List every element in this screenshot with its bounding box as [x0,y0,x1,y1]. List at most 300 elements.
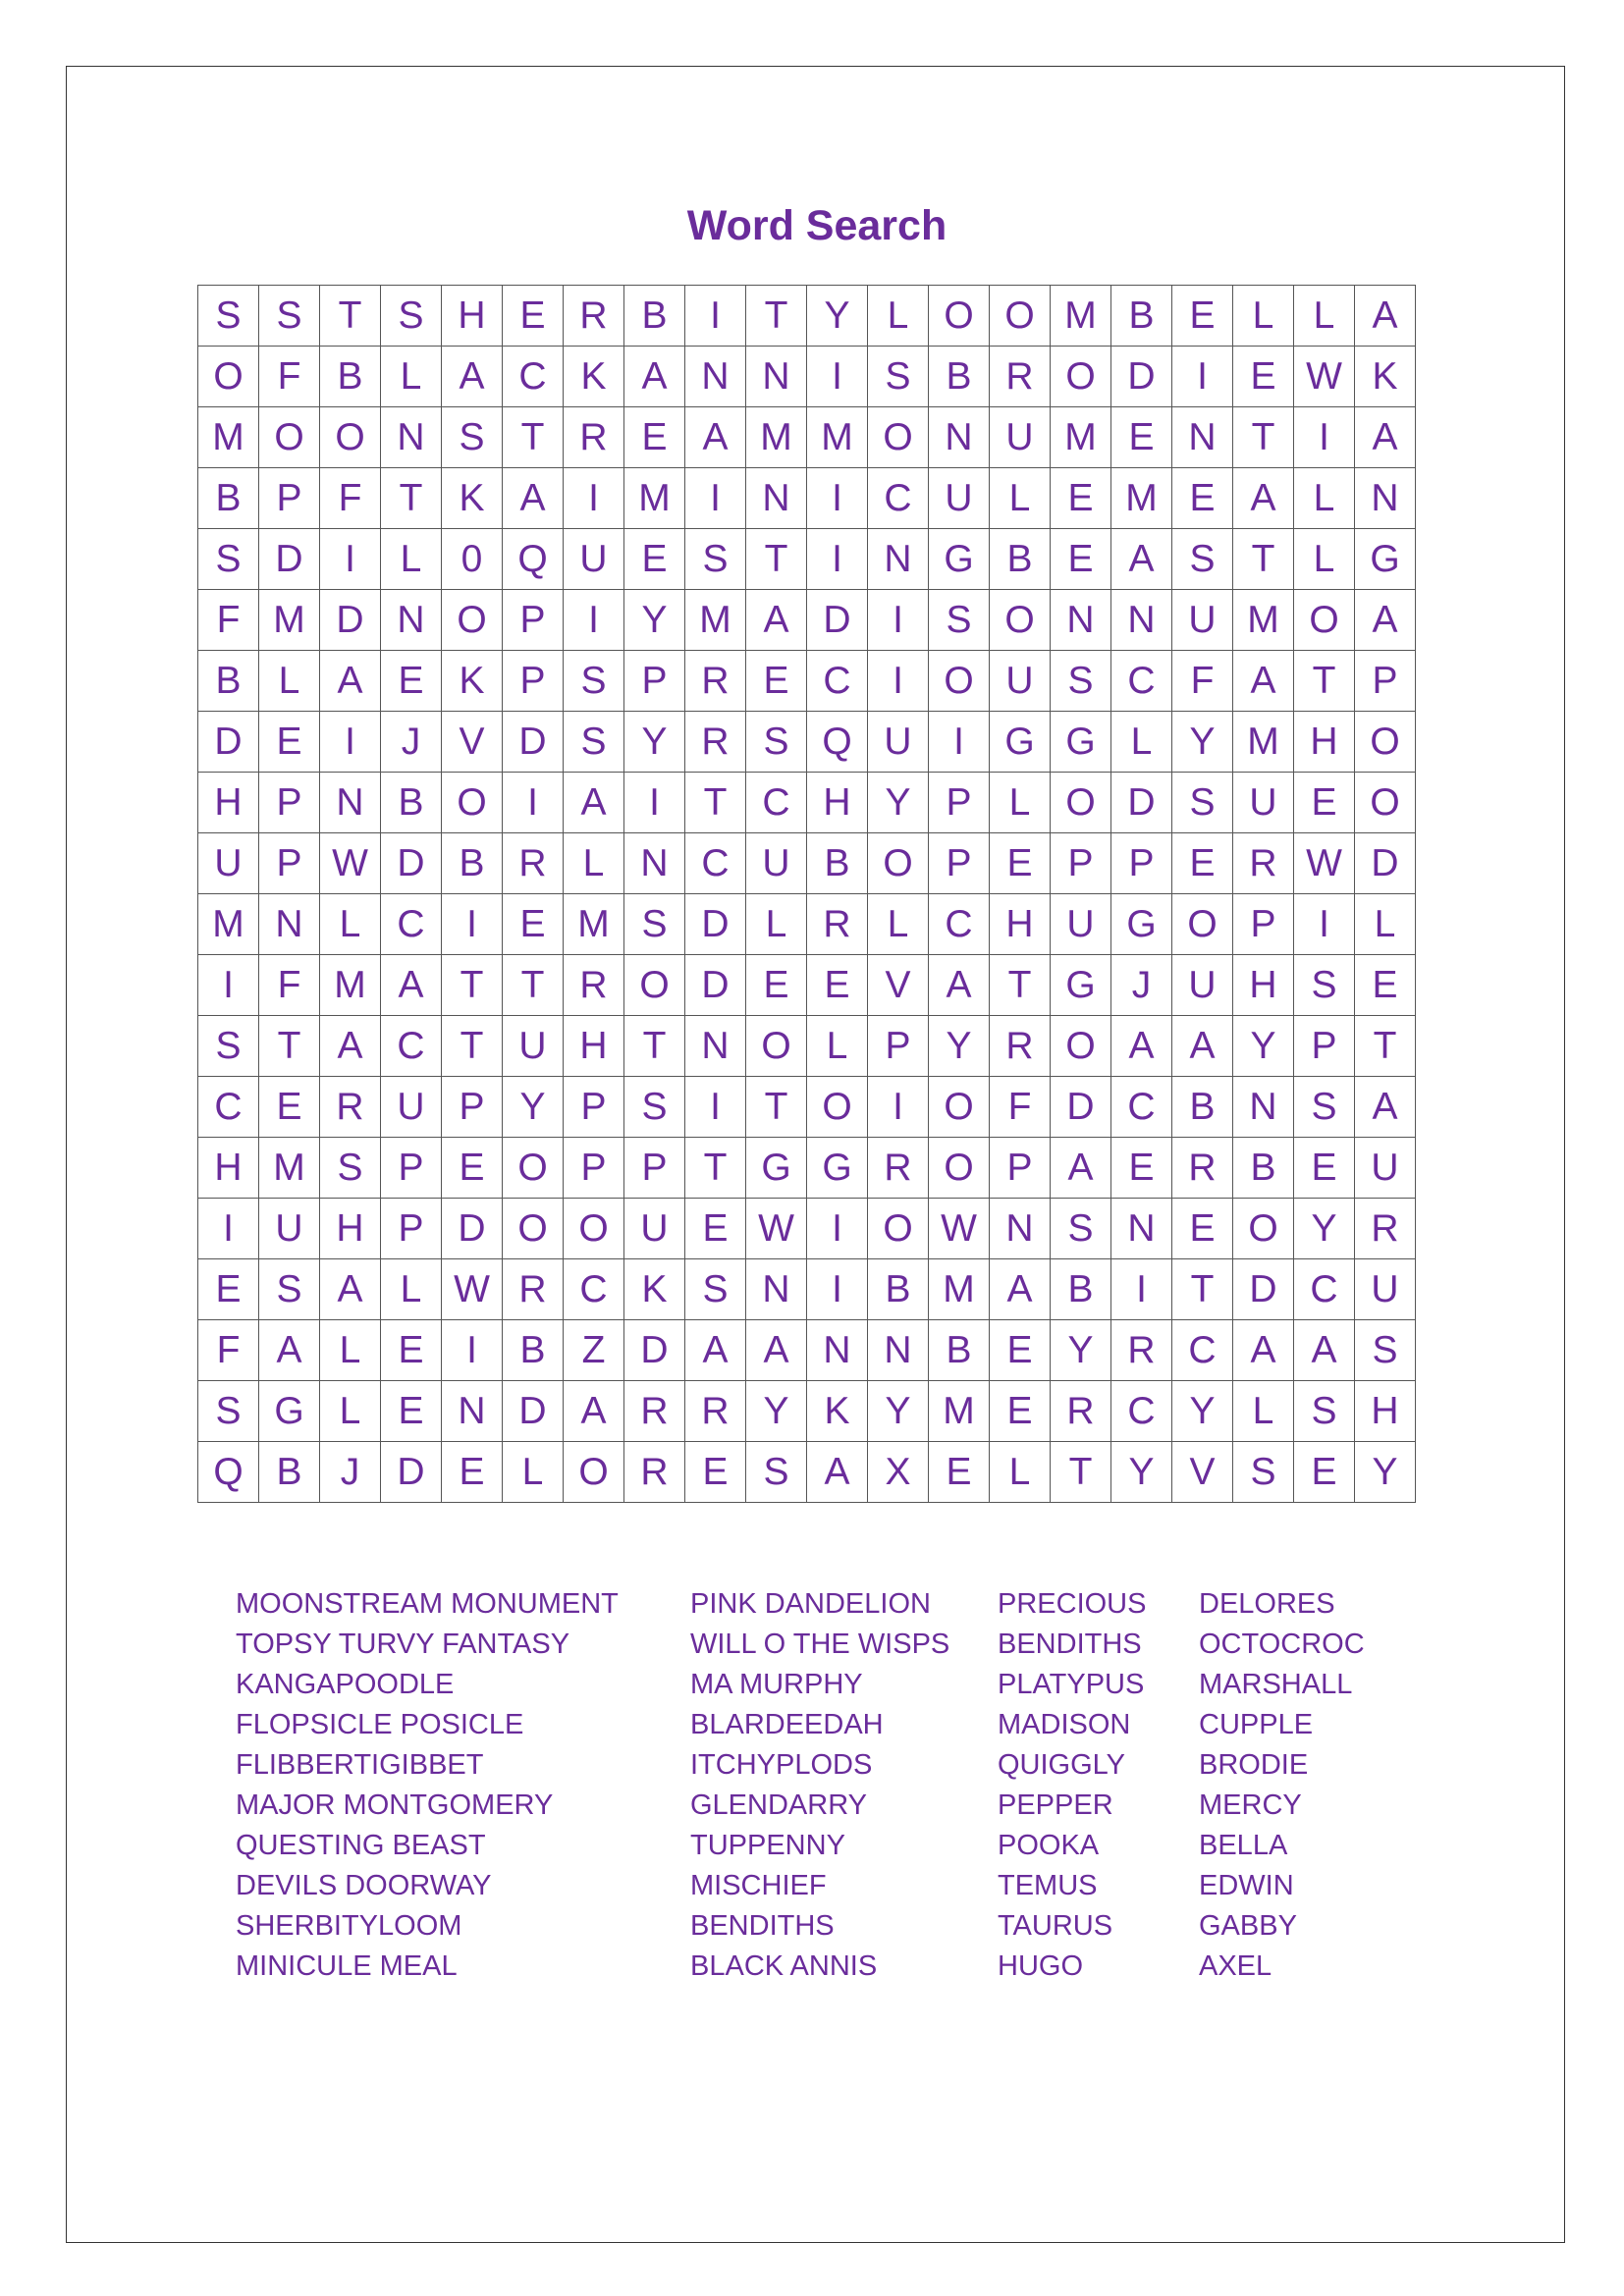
grid-cell: O [807,1077,868,1138]
grid-cell: E [1355,955,1416,1016]
word-list-item: TEMUS [998,1870,1098,1901]
grid-cell: P [259,773,320,833]
grid-cell: X [868,1442,929,1503]
grid-cell: A [1355,590,1416,651]
grid-cell: N [868,529,929,590]
grid-cell: A [990,1259,1051,1320]
grid-cell: S [259,286,320,347]
grid-cell: I [685,1077,746,1138]
grid-cell: U [198,833,259,894]
word-list-item: MADISON [998,1709,1131,1740]
grid-cell: U [381,1077,442,1138]
grid-cell: M [198,894,259,955]
grid-cell: L [1294,468,1355,529]
grid-cell: S [198,1381,259,1442]
grid-row [198,773,1416,833]
grid-cell: C [685,833,746,894]
grid-cell: S [198,1016,259,1077]
grid-cell: E [442,1442,503,1503]
grid-cell: A [503,468,564,529]
grid-row [198,1016,1416,1077]
grid-cell: B [990,529,1051,590]
grid-cell: P [381,1199,442,1259]
grid-cell: T [1233,407,1294,468]
grid-cell: E [442,1138,503,1199]
grid-cell: I [1294,894,1355,955]
grid-cell: B [442,833,503,894]
grid-cell: C [1111,1077,1172,1138]
grid-cell: Y [868,773,929,833]
grid-cell: E [381,651,442,712]
grid-cell: B [624,286,685,347]
grid-cell: N [1051,590,1111,651]
grid-cell: N [929,407,990,468]
grid-cell: H [1294,712,1355,773]
word-list-item: BRODIE [1199,1749,1309,1781]
grid-cell: A [1111,529,1172,590]
grid-cell: C [198,1077,259,1138]
grid-cell: I [1294,407,1355,468]
grid-cell: Y [1172,712,1233,773]
grid-cell: K [1355,347,1416,407]
grid-cell: O [1233,1199,1294,1259]
grid-cell: T [624,1016,685,1077]
grid-cell: D [1111,347,1172,407]
grid-cell: P [381,1138,442,1199]
grid-cell: A [746,1320,807,1381]
word-list-item: MISCHIEF [690,1870,827,1901]
grid-cell: V [1172,1442,1233,1503]
grid-cell: H [198,773,259,833]
grid-cell: I [807,529,868,590]
grid-cell: P [1051,833,1111,894]
grid-cell: A [381,955,442,1016]
grid-cell: I [685,468,746,529]
grid-cell: R [624,1381,685,1442]
grid-cell: B [1051,1259,1111,1320]
grid-cell: G [1051,955,1111,1016]
grid-cell: I [320,712,381,773]
grid-cell: Y [1172,1381,1233,1442]
grid-cell: T [1051,1442,1111,1503]
grid-cell: P [990,1138,1051,1199]
grid-cell: A [746,590,807,651]
word-column-2 [690,1588,949,1991]
word-list-item: FLIBBERTIGIBBET [236,1749,484,1781]
grid-cell: N [685,1016,746,1077]
grid-cell: C [564,1259,624,1320]
grid-cell: E [1294,1442,1355,1503]
grid-cell: A [1355,1077,1416,1138]
grid-cell: T [503,955,564,1016]
grid-cell: N [1111,590,1172,651]
grid-cell: O [1172,894,1233,955]
grid-cell: U [1233,773,1294,833]
grid-cell: A [1233,468,1294,529]
grid-cell: T [746,1077,807,1138]
grid-cell: I [807,1199,868,1259]
grid-row [198,286,1416,347]
grid-cell: N [381,407,442,468]
grid-row [198,468,1416,529]
grid-cell: S [624,894,685,955]
grid-cell: C [381,894,442,955]
word-list-item: QUIGGLY [998,1749,1125,1781]
word-list-item: MOONSTREAM MONUMENT [236,1588,619,1620]
grid-cell: B [1172,1077,1233,1138]
grid-cell: P [929,773,990,833]
word-list-item: MERCY [1199,1789,1302,1821]
grid-cell: N [990,1199,1051,1259]
grid-cell: Y [624,712,685,773]
grid-cell: S [746,1442,807,1503]
grid-cell: 0 [442,529,503,590]
grid-cell: D [1111,773,1172,833]
word-list-item: DELORES [1199,1588,1335,1620]
grid-cell: N [1172,407,1233,468]
word-list-item: EDWIN [1199,1870,1294,1901]
grid-row [198,955,1416,1016]
grid-cell: S [320,1138,381,1199]
word-column-3 [998,1588,1146,1991]
grid-cell: P [259,468,320,529]
grid-cell: S [198,529,259,590]
grid-cell: E [503,894,564,955]
grid-row [198,529,1416,590]
grid-cell: W [442,1259,503,1320]
grid-cell: A [442,347,503,407]
grid-cell: A [564,1381,624,1442]
grid-cell: N [1111,1199,1172,1259]
grid-cell: L [868,894,929,955]
word-list-item: PRECIOUS [998,1588,1147,1620]
grid-cell: O [929,286,990,347]
grid-cell: F [259,955,320,1016]
grid-cell: L [503,1442,564,1503]
grid-cell: E [381,1381,442,1442]
grid-cell: M [624,468,685,529]
grid-cell: E [746,651,807,712]
grid-cell: G [990,712,1051,773]
grid-cell: B [1233,1138,1294,1199]
word-list-item: SHERBITYLOOM [236,1910,462,1942]
grid-cell: A [320,1016,381,1077]
grid-cell: P [259,833,320,894]
grid-cell: I [198,955,259,1016]
grid-cell: S [259,1259,320,1320]
grid-cell: E [1172,833,1233,894]
grid-cell: F [198,1320,259,1381]
grid-cell: U [990,407,1051,468]
grid-cell: B [1111,286,1172,347]
grid-cell: N [1355,468,1416,529]
grid-cell: G [929,529,990,590]
grid-cell: S [1051,651,1111,712]
word-list-item: PINK DANDELION [690,1588,931,1620]
grid-cell: Q [198,1442,259,1503]
grid-cell: R [868,1138,929,1199]
grid-cell: H [1233,955,1294,1016]
grid-cell: M [685,590,746,651]
grid-cell: E [1233,347,1294,407]
grid-cell: M [929,1259,990,1320]
grid-cell: N [746,468,807,529]
grid-cell: D [624,1320,685,1381]
grid-cell: S [1294,955,1355,1016]
grid-cell: N [746,347,807,407]
grid-cell: R [564,407,624,468]
grid-row [198,651,1416,712]
grid-cell: N [685,347,746,407]
grid-cell: O [1051,773,1111,833]
grid-cell: E [990,1381,1051,1442]
grid-cell: R [503,1259,564,1320]
grid-cell: P [1111,833,1172,894]
grid-cell: C [503,347,564,407]
grid-cell: E [685,1442,746,1503]
grid-row [198,1259,1416,1320]
grid-cell: M [1233,590,1294,651]
grid-cell: L [320,894,381,955]
grid-cell: D [1355,833,1416,894]
grid-cell: E [807,955,868,1016]
grid-cell: Y [807,286,868,347]
grid-cell: H [320,1199,381,1259]
word-list-item: FLOPSICLE POSICLE [236,1709,524,1740]
grid-cell: M [1051,407,1111,468]
grid-cell: N [259,894,320,955]
grid-cell: U [929,468,990,529]
grid-cell: L [868,286,929,347]
grid-cell: A [807,1442,868,1503]
grid-cell: R [1355,1199,1416,1259]
word-list-item: TOPSY TURVY FANTASY [236,1629,570,1660]
grid-cell: Y [746,1381,807,1442]
grid-cell: W [320,833,381,894]
grid-cell: S [685,1259,746,1320]
grid-cell: O [990,286,1051,347]
grid-cell: V [868,955,929,1016]
grid-cell: I [685,286,746,347]
grid-cell: I [807,1259,868,1320]
grid-cell: I [929,712,990,773]
grid-cell: T [259,1016,320,1077]
grid-cell: I [564,590,624,651]
grid-cell: A [564,773,624,833]
grid-cell: D [320,590,381,651]
page-title: Word Search [686,202,947,249]
grid-cell: F [320,468,381,529]
grid-cell: T [1233,529,1294,590]
grid-cell: S [198,286,259,347]
word-list-item: GABBY [1199,1910,1297,1942]
grid-cell: T [746,529,807,590]
grid-cell: M [807,407,868,468]
grid-cell: S [685,529,746,590]
grid-cell: A [320,651,381,712]
grid-cell: O [1355,712,1416,773]
grid-cell: R [807,894,868,955]
grid-cell: P [624,651,685,712]
grid-cell: A [1233,1320,1294,1381]
grid-cell: M [746,407,807,468]
grid-cell: M [1051,286,1111,347]
grid-cell: I [807,468,868,529]
grid-cell: R [1051,1381,1111,1442]
grid-cell: E [1051,529,1111,590]
grid-cell: P [442,1077,503,1138]
grid-cell: I [807,347,868,407]
grid-cell: U [1172,955,1233,1016]
grid-cell: L [1294,529,1355,590]
grid-cell: J [381,712,442,773]
grid-cell: U [990,651,1051,712]
grid-cell: O [503,1138,564,1199]
grid-cell: N [868,1320,929,1381]
grid-cell: I [868,590,929,651]
grid-cell: R [685,712,746,773]
grid-cell: E [990,833,1051,894]
grid-cell: E [929,1442,990,1503]
grid-cell: W [1294,833,1355,894]
word-list-item: ITCHYPLODS [690,1749,873,1781]
grid-cell: A [1051,1138,1111,1199]
word-list-item: MA MURPHY [690,1669,863,1700]
grid-cell: I [1172,347,1233,407]
grid-cell: I [320,529,381,590]
word-list-item: TAURUS [998,1910,1113,1942]
word-list-item: AXEL [1199,1950,1272,1982]
grid-cell: L [381,529,442,590]
grid-cell: R [1172,1138,1233,1199]
grid-cell: U [1172,590,1233,651]
grid-cell: M [929,1381,990,1442]
grid-cell: R [990,1016,1051,1077]
grid-cell: U [746,833,807,894]
grid-cell: B [868,1259,929,1320]
grid-cell: S [1294,1077,1355,1138]
grid-cell: O [503,1199,564,1259]
grid-cell: T [503,407,564,468]
grid-cell: M [1111,468,1172,529]
grid-cell: S [564,712,624,773]
grid-cell: E [746,955,807,1016]
grid-cell: N [746,1259,807,1320]
word-list-item: HUGO [998,1950,1083,1982]
grid-cell: C [1294,1259,1355,1320]
grid-cell: N [1233,1077,1294,1138]
grid-cell: F [990,1077,1051,1138]
grid-cell: E [1051,468,1111,529]
grid-cell: D [685,955,746,1016]
grid-cell: O [1051,347,1111,407]
grid-cell: E [990,1320,1051,1381]
grid-cell: D [259,529,320,590]
grid-cell: C [929,894,990,955]
grid-cell: B [929,1320,990,1381]
grid-cell: O [564,1199,624,1259]
grid-cell: S [1355,1320,1416,1381]
grid-cell: N [624,833,685,894]
grid-cell: P [503,590,564,651]
grid-cell: M [198,407,259,468]
grid-cell: F [259,347,320,407]
grid-cell: A [320,1259,381,1320]
grid-cell: A [1233,651,1294,712]
grid-cell: L [1233,286,1294,347]
grid-cell: R [503,833,564,894]
grid-cell: D [1051,1077,1111,1138]
grid-row [198,833,1416,894]
grid-cell: L [1355,894,1416,955]
grid-cell: N [320,773,381,833]
grid-cell: L [1233,1381,1294,1442]
grid-row [198,407,1416,468]
grid-cell: H [198,1138,259,1199]
grid-cell: Y [868,1381,929,1442]
grid-cell: R [685,1381,746,1442]
grid-cell: I [442,1320,503,1381]
grid-cell: O [868,407,929,468]
grid-cell: B [198,651,259,712]
grid-cell: U [868,712,929,773]
grid-row [198,347,1416,407]
word-list-item: GLENDARRY [690,1789,867,1821]
grid-cell: I [868,1077,929,1138]
grid-cell: E [624,529,685,590]
grid-cell: A [685,1320,746,1381]
grid-cell: I [503,773,564,833]
grid-cell: R [320,1077,381,1138]
grid-cell: P [868,1016,929,1077]
grid-cell: C [1111,1381,1172,1442]
grid-cell: K [624,1259,685,1320]
word-list-item: KANGAPOODLE [236,1669,455,1700]
grid-row [198,712,1416,773]
grid-cell: D [503,1381,564,1442]
grid-cell: Y [1355,1442,1416,1503]
grid-cell: O [929,651,990,712]
grid-cell: U [1355,1138,1416,1199]
grid-cell: C [746,773,807,833]
grid-cell: I [564,468,624,529]
grid-cell: V [442,712,503,773]
grid-cell: S [624,1077,685,1138]
grid-cell: R [1233,833,1294,894]
grid-cell: Y [1233,1016,1294,1077]
grid-cell: S [1051,1199,1111,1259]
grid-cell: Y [929,1016,990,1077]
grid-cell: O [624,955,685,1016]
grid-row [198,1442,1416,1503]
word-list-item: OCTOCROC [1199,1629,1365,1660]
grid-cell: U [503,1016,564,1077]
grid-cell: N [442,1381,503,1442]
word-list-item: MINICULE MEAL [236,1950,458,1982]
grid-cell: J [320,1442,381,1503]
grid-cell: H [564,1016,624,1077]
grid-cell: D [381,1442,442,1503]
grid-cell: R [564,955,624,1016]
grid-cell: H [442,286,503,347]
grid-cell: O [442,590,503,651]
grid-cell: P [564,1077,624,1138]
grid-cell: C [1111,651,1172,712]
grid-cell: S [1172,773,1233,833]
grid-cell: P [1355,651,1416,712]
grid-cell: P [624,1138,685,1199]
grid-cell: Y [1111,1442,1172,1503]
